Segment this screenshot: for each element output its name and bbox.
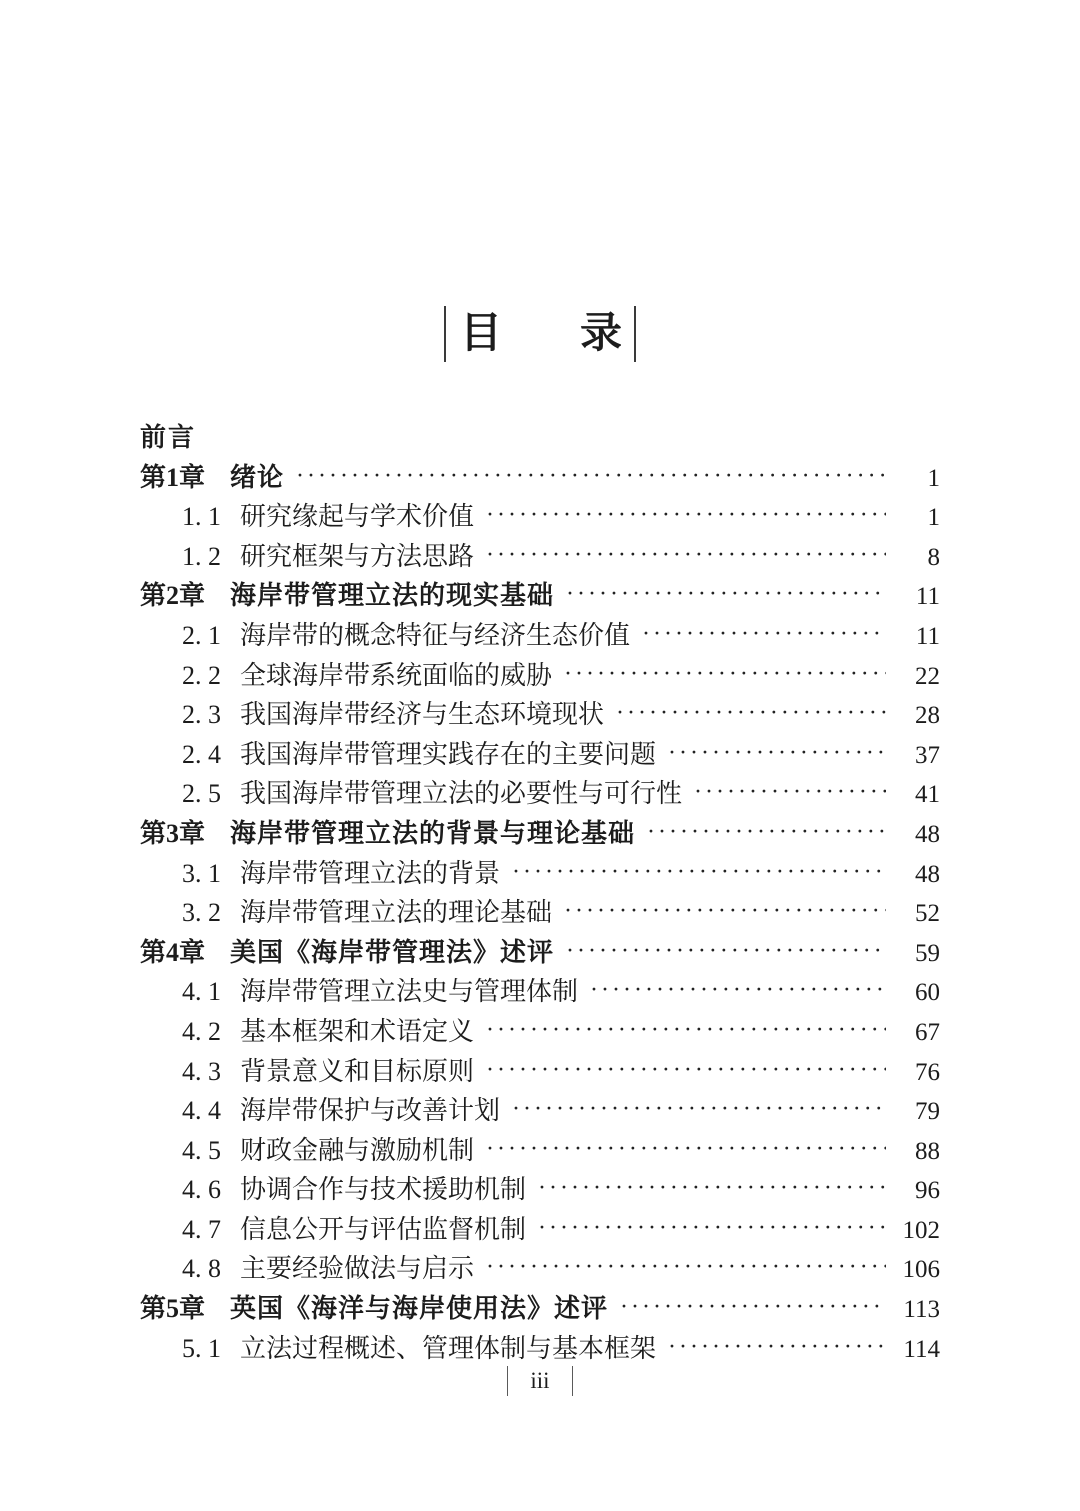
dot-leader [486, 1249, 886, 1289]
toc-section-row [140, 1012, 940, 1052]
dot-leader [564, 656, 886, 696]
toc-entry-title: 英国《海洋与海岸使用法》述评 [230, 1294, 609, 1324]
title-char-right: 录 [580, 311, 623, 357]
toc-section-row [140, 774, 940, 814]
toc-entry-title: 海岸带管理立法的背景与理论基础 [230, 818, 636, 848]
toc-entry-title: 立法过程概述、管理体制与基本框架 [240, 1333, 657, 1363]
toc-entry-title: 海岸带管理立法的背景 [240, 858, 501, 888]
dot-leader [486, 1052, 886, 1092]
dot-leader [647, 814, 886, 854]
page-footer [0, 1366, 1080, 1396]
toc-entry-title: 我国海岸带管理立法的必要性与可行性 [240, 779, 683, 809]
toc-entry-page: 1 [927, 464, 940, 492]
toc-entry-title: 绪论 [230, 462, 285, 492]
toc-entry-page: 48 [915, 820, 940, 848]
toc-entry-number: 4. 8 [182, 1254, 221, 1284]
toc-entry-page: 106 [902, 1256, 940, 1284]
dot-leader [694, 774, 886, 814]
toc-chapter-row [140, 1289, 940, 1329]
toc-section-row [140, 735, 940, 775]
dot-leader [616, 695, 886, 735]
dot-leader [566, 576, 886, 616]
footer-left-rule [507, 1366, 508, 1396]
toc-entry-title: 信息公开与评估监督机制 [240, 1214, 527, 1244]
dot-leader [566, 933, 886, 973]
toc-entry-page: 1 [927, 504, 940, 532]
toc-entry-page: 102 [902, 1216, 940, 1244]
folio-number: iii [530, 1368, 550, 1393]
toc-section-row [140, 497, 940, 537]
toc-entry-number: 4. 7 [182, 1214, 221, 1244]
toc-entry-page: 88 [915, 1137, 940, 1165]
toc-entry-title: 基本框架和术语定义 [240, 1016, 475, 1046]
dot-leader [512, 854, 886, 894]
toc-entry-number: 第3章 [140, 818, 206, 848]
toc-entry-page: 67 [915, 1018, 940, 1046]
toc-section-row [140, 1052, 940, 1092]
toc-list [140, 458, 940, 1369]
toc-section-row [140, 1249, 940, 1289]
toc-entry-page: 60 [915, 979, 940, 1007]
toc-entry-page: 59 [915, 939, 940, 967]
toc-entry-title: 我国海岸带管理实践存在的主要问题 [240, 739, 657, 769]
toc-entry-title: 海岸带管理立法的现实基础 [230, 581, 555, 611]
toc-entry-number: 第1章 [140, 462, 206, 492]
toc-entry-title: 我国海岸带经济与生态环境现状 [240, 700, 605, 730]
toc-section-row [140, 1170, 940, 1210]
toc-section-row [140, 695, 940, 735]
toc-entry-number: 第2章 [140, 581, 206, 611]
toc-entry-number: 2. 5 [182, 779, 221, 809]
toc-entry-number: 4. 6 [182, 1175, 221, 1205]
toc-entry-page: 11 [915, 622, 940, 650]
dot-leader [538, 1170, 886, 1210]
dot-leader [538, 1210, 886, 1250]
dot-leader [486, 537, 886, 577]
toc-entry-page: 37 [915, 741, 940, 769]
toc-entry-page: 41 [915, 781, 940, 809]
toc-chapter-row [140, 814, 940, 854]
toc-entry-title: 美国《海岸带管理法》述评 [230, 937, 555, 967]
toc-entry-page: 113 [903, 1296, 940, 1324]
toc-section-row [140, 972, 940, 1012]
toc-entry-page: 79 [915, 1098, 940, 1126]
toc-entry-number: 3. 1 [182, 858, 221, 888]
toc-entry-number: 2. 1 [182, 620, 221, 650]
toc-entry-page: 22 [915, 662, 940, 690]
toc-preface: 前言 [140, 423, 197, 452]
dot-leader [486, 1131, 886, 1171]
dot-leader [668, 1329, 886, 1369]
toc-entry-title: 研究框架与方法思路 [240, 541, 475, 571]
dot-leader [486, 497, 886, 537]
toc-entry-page: 114 [903, 1335, 940, 1363]
dot-leader [296, 458, 886, 498]
toc-entry-number: 4. 5 [182, 1135, 221, 1165]
toc-chapter-row [140, 576, 940, 616]
toc-entry-number: 2. 4 [182, 739, 221, 769]
toc-entry-number: 第5章 [140, 1294, 206, 1324]
toc-section-row [140, 1329, 940, 1369]
toc-entry-page: 76 [915, 1058, 940, 1086]
toc-entry-number: 1. 1 [182, 502, 221, 532]
toc-entry-title: 全球海岸带系统面临的威胁 [240, 660, 553, 690]
dot-leader [620, 1289, 886, 1329]
toc-entry-title: 财政金融与激励机制 [240, 1135, 475, 1165]
dot-leader [512, 1091, 886, 1131]
toc-entry-page: 48 [915, 860, 940, 888]
title-right-rule [634, 306, 636, 362]
toc-chapter-row [140, 458, 940, 498]
toc-entry-title: 背景意义和目标原则 [240, 1056, 475, 1086]
toc-section-row [140, 616, 940, 656]
toc-entry-title: 主要经验做法与启示 [240, 1254, 475, 1284]
toc-section-row [140, 656, 940, 696]
toc-entry-title: 海岸带管理立法的理论基础 [240, 898, 553, 928]
toc-entry-number: 4. 3 [182, 1056, 221, 1086]
toc-entry-title: 海岸带的概念特征与经济生态价值 [240, 620, 631, 650]
toc-entry-number: 3. 2 [182, 898, 221, 928]
toc-entry-page: 96 [915, 1177, 940, 1205]
dot-leader [486, 1012, 886, 1052]
toc-entry-number: 4. 1 [182, 977, 221, 1007]
toc-entry-number: 5. 1 [182, 1333, 221, 1363]
toc-entry-number: 2. 2 [182, 660, 221, 690]
toc-section-row [140, 854, 940, 894]
dot-leader [668, 735, 886, 775]
toc-entry-title: 海岸带管理立法史与管理体制 [240, 977, 579, 1007]
toc-entry-number: 2. 3 [182, 700, 221, 730]
toc-section-row [140, 893, 940, 933]
dot-leader [564, 893, 886, 933]
toc-content [140, 418, 940, 1368]
toc-entry-page: 28 [915, 702, 940, 730]
toc-section-row [140, 1091, 940, 1131]
toc-section-row [140, 1210, 940, 1250]
toc-entry-title: 海岸带保护与改善计划 [240, 1096, 501, 1126]
toc-entry-page: 52 [915, 900, 940, 928]
page-title [0, 306, 1080, 362]
toc-entry-number: 4. 2 [182, 1016, 221, 1046]
footer-right-rule [572, 1366, 573, 1396]
dot-leader [590, 972, 886, 1012]
toc-entry-number: 4. 4 [182, 1096, 221, 1126]
toc-section-row [140, 537, 940, 577]
toc-entry-page: 8 [927, 543, 940, 571]
toc-entry-title: 研究缘起与学术价值 [240, 502, 475, 532]
title-char-left: 目 [459, 311, 502, 357]
toc-entry-number: 1. 2 [182, 541, 221, 571]
toc-entry-page: 11 [915, 583, 940, 611]
toc-chapter-row [140, 933, 940, 973]
title-left-rule [444, 306, 446, 362]
toc-entry-number: 第4章 [140, 937, 206, 967]
toc-section-row [140, 1131, 940, 1171]
toc-entry-title: 协调合作与技术援助机制 [240, 1175, 527, 1205]
dot-leader [642, 616, 886, 656]
